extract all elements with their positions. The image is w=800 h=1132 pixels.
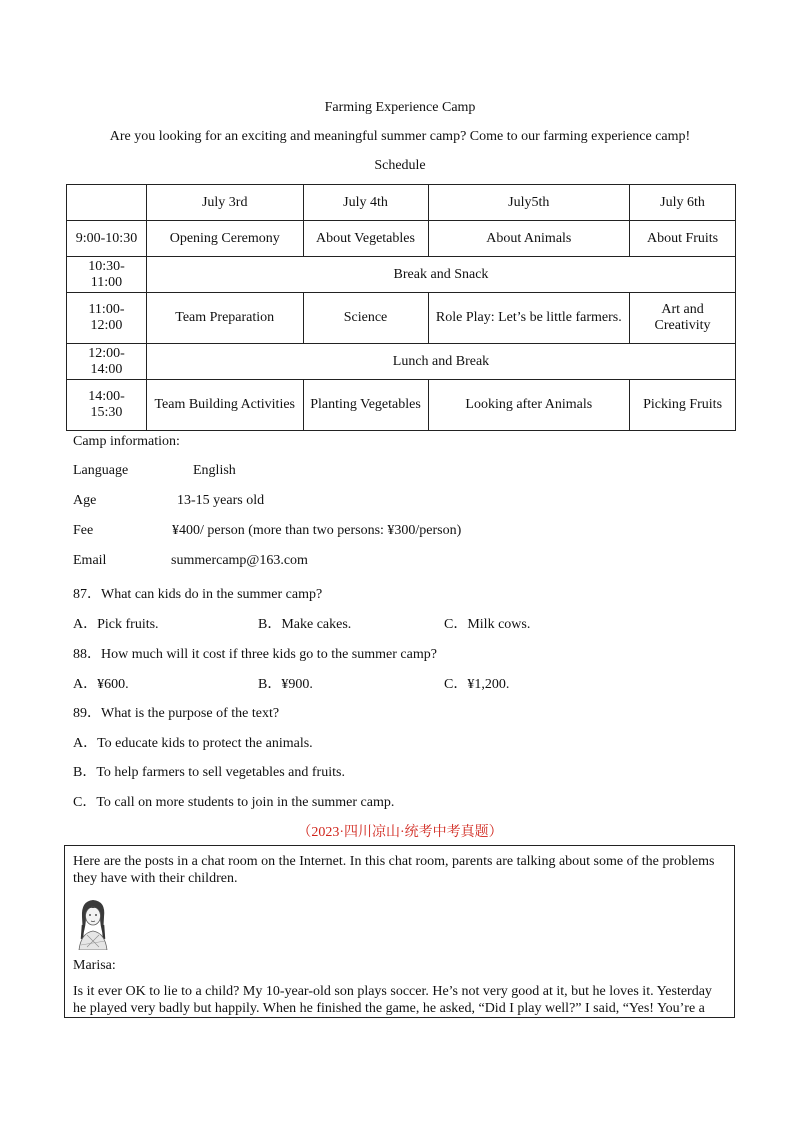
activity-cell: Role Play: Let’s be little farmers. [428,293,630,344]
time-cell: 11:00-12:00 [67,293,147,344]
table-row [67,293,736,344]
activity-cell: Science [303,293,428,344]
activity-cell: Art and Creativity [630,293,736,344]
poster-name: Marisa: [73,958,116,973]
chat-room-passage [64,845,735,1018]
age-value: 13-15 years old [177,493,265,508]
time-cell: 10:30-11:00 [67,257,147,293]
table-header-row [67,185,736,221]
option-b: B．To help farmers to sell vegetables and fruits. [73,765,345,780]
option-b: B．Make cakes. [258,617,352,632]
spanning-activity-cell: Lunch and Break [146,344,735,380]
day-header: July 3rd [146,185,303,221]
option-a: A．To educate kids to protect the animals. [73,736,313,751]
option-c: C．¥1,200. [444,677,510,692]
question-89: 89．What is the purpose of the text? [73,706,280,721]
intro-text: Are you looking for an exciting and meaningful summer camp? Come to our farming experience camp! [109,129,691,144]
option-c: C．To call on more students to join in the summer camp. [73,795,395,810]
age-row [73,493,265,509]
post-text: Is it ever OK to lie to a child? My 10-year-old son plays soccer. He’s not very good at it, but he loves it. Yesterday he played very badly but happily. When he finished the game, he asked, “Did I play well?” I said, “Yes! You’re a [73,984,712,1016]
spanning-activity-cell: Break and Snack [146,257,735,293]
activity-cell: Team Building Activities [146,380,303,431]
table-row [67,380,736,431]
table-row [67,257,736,293]
option-a: A．¥600. [73,677,129,692]
document-title: Farming Experience Camp [324,100,476,115]
time-cell: 12:00-14:00 [67,344,147,380]
day-header: July 6th [630,185,736,221]
chat-intro-text: Here are the posts in a chat room on the Internet. In this chat room, parents are talking about some of the problems they have with their children. [73,854,715,886]
table-row [67,344,736,380]
age-label: Age [73,493,97,508]
option-b: B．¥900. [258,677,313,692]
empty-header-cell [67,185,147,221]
email-row [73,553,308,569]
activity-cell: Team Preparation [146,293,303,344]
question-87: 87．What can kids do in the summer camp? [73,587,323,602]
activity-cell: About Vegetables [303,221,428,257]
activity-cell: Opening Ceremony [146,221,303,257]
email-value: summercamp@163.com [171,553,308,568]
day-header: July 4th [303,185,428,221]
option-a: A．Pick fruits. [73,617,159,632]
activity-cell: Picking Fruits [630,380,736,431]
schedule-heading: Schedule [374,158,426,173]
activity-cell: About Fruits [630,221,736,257]
time-cell: 14:00-15:30 [67,380,147,431]
activity-cell: Planting Vegetables [303,380,428,431]
option-c: C．Milk cows. [444,617,531,632]
fee-row [73,523,462,539]
camp-info-heading: Camp information: [73,434,180,449]
email-label: Email [73,553,107,568]
schedule-table [66,184,736,431]
day-header: July5th [428,185,630,221]
activity-cell: Looking after Animals [428,380,630,431]
avatar [73,895,113,950]
fee-value: ¥400/ person (more than two persons: ¥300/person) [172,523,462,538]
language-row [73,463,236,479]
time-cell: 9:00-10:30 [67,221,147,257]
language-value: English [193,463,236,478]
source-tag: （2023·四川凉山·统考中考真题） [297,825,503,840]
activity-cell: About Animals [428,221,630,257]
fee-label: Fee [73,523,94,538]
question-88: 88．How much will it cost if three kids go to the summer camp? [73,647,437,662]
table-row [67,221,736,257]
language-label: Language [73,463,129,478]
